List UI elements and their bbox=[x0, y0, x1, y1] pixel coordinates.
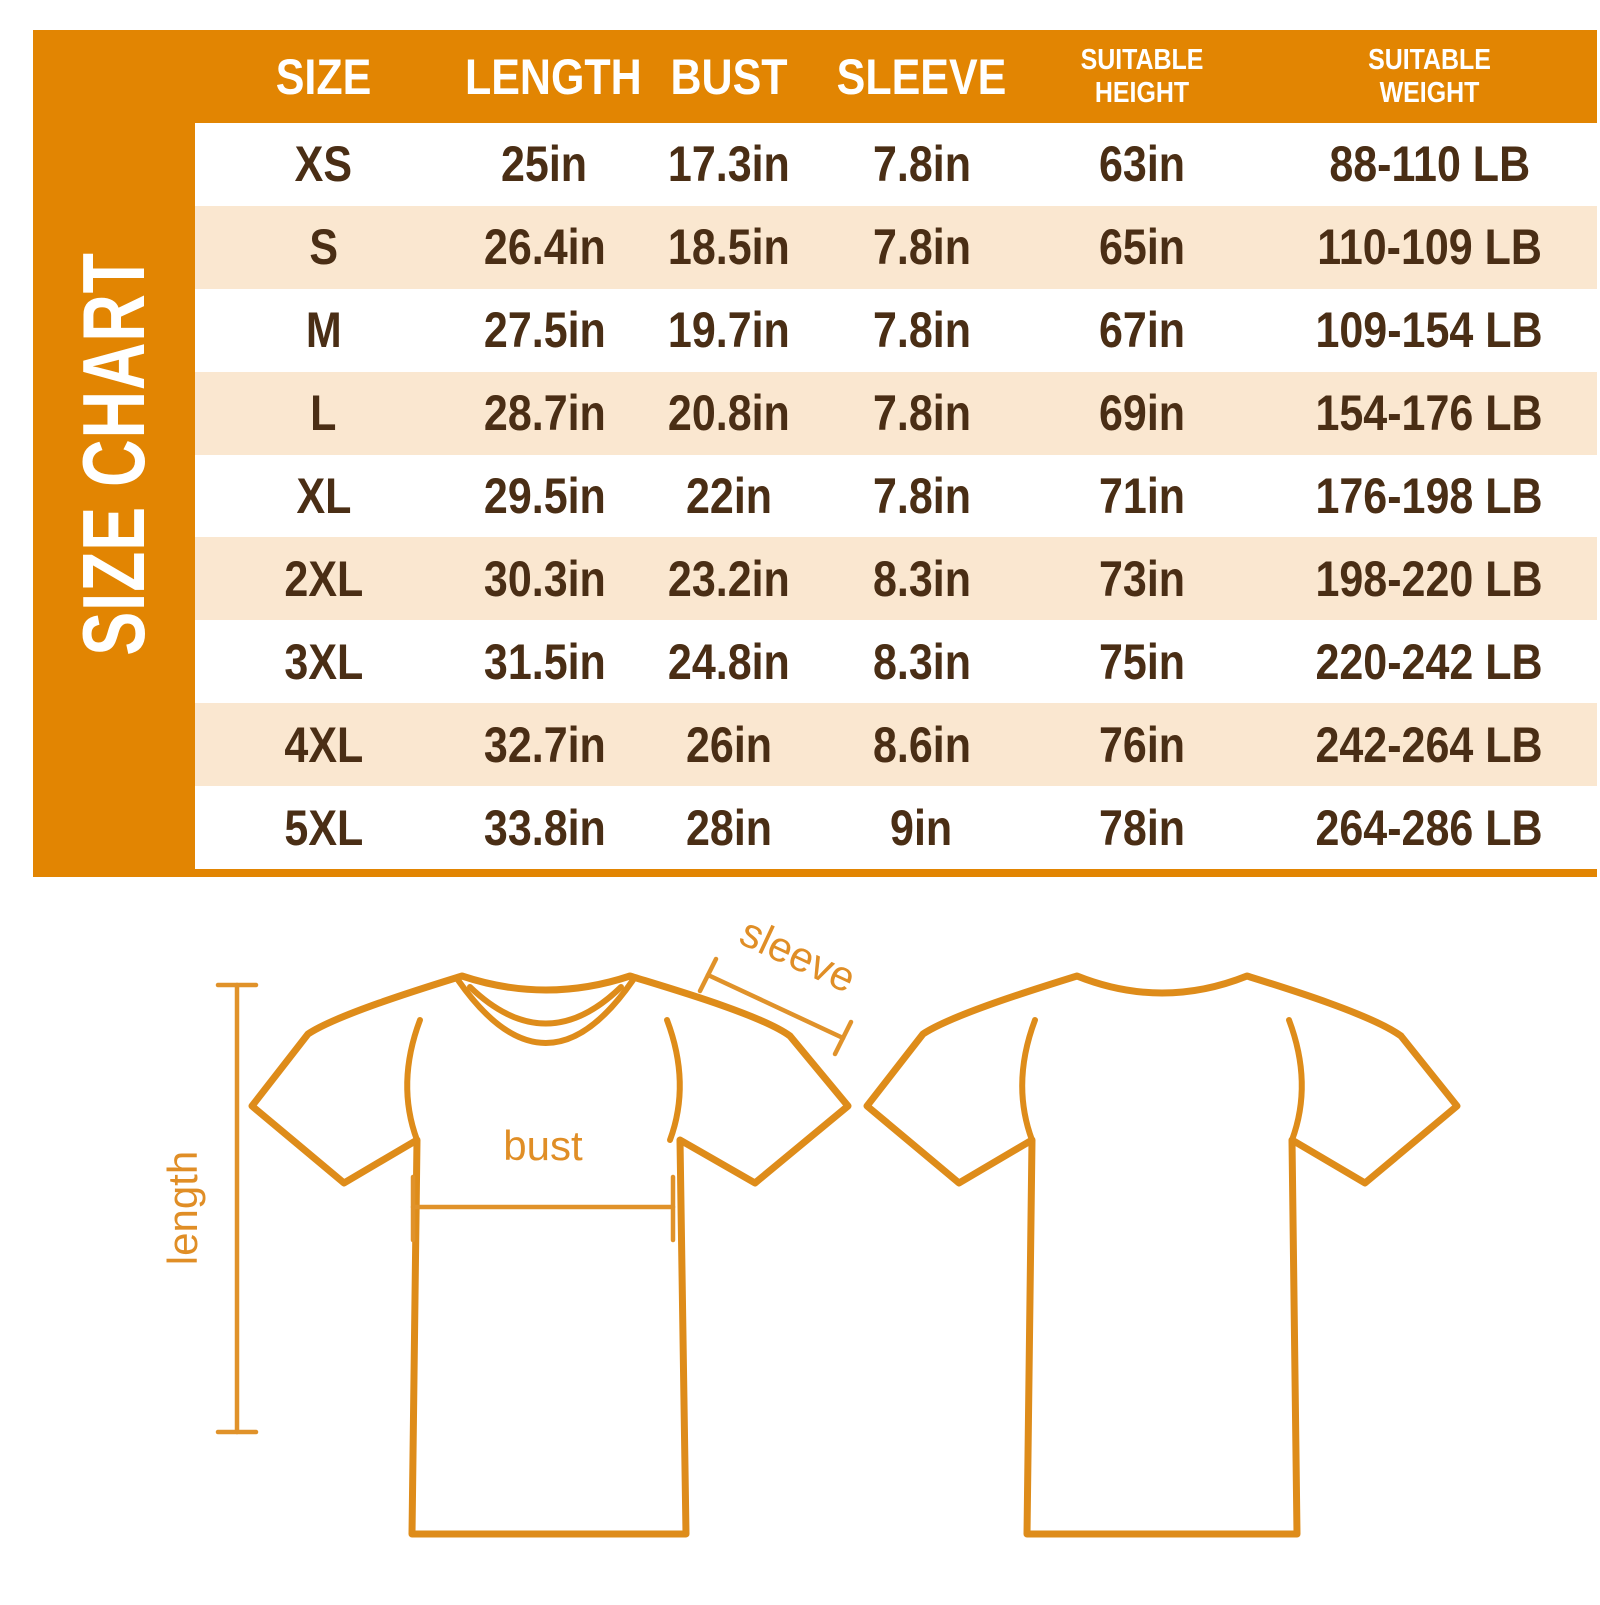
header-sleeve-label: SLEEVE bbox=[836, 48, 1007, 105]
table-row bbox=[195, 372, 1597, 455]
cell-suitable-height: 65in bbox=[1098, 219, 1186, 276]
cell-sleeve: 9in bbox=[890, 799, 953, 856]
cell-sleeve: 8.6in bbox=[872, 716, 971, 773]
header-suitable-height: SUITABLE HEIGHT bbox=[1022, 30, 1262, 123]
cell-size: 5XL bbox=[284, 799, 363, 856]
cell-suitable-weight: 109-154 LB bbox=[1315, 302, 1544, 359]
header-size-label: SIZE bbox=[275, 48, 372, 105]
length-dimension-line bbox=[218, 985, 256, 1432]
cell-length: 28.7in bbox=[483, 385, 606, 442]
cell-sleeve: 8.3in bbox=[872, 550, 971, 607]
cell-bust: 19.7in bbox=[668, 302, 790, 359]
cell-length: 27.5in bbox=[483, 302, 606, 359]
back-shirt-outline bbox=[867, 976, 1457, 1534]
size-chart-panel bbox=[33, 30, 1597, 877]
cell-length: 25in bbox=[501, 136, 588, 193]
sidebar bbox=[33, 30, 195, 877]
cell-length: 32.7in bbox=[483, 716, 606, 773]
cell-length: 30.3in bbox=[483, 550, 606, 607]
cell-bust: 24.8in bbox=[668, 633, 790, 690]
cell-size: XS bbox=[294, 136, 353, 193]
chart-title: SIZE CHART bbox=[64, 251, 163, 656]
cell-bust: 17.3in bbox=[668, 136, 790, 193]
cell-sleeve: 7.8in bbox=[872, 385, 971, 442]
measurement-diagram bbox=[0, 900, 1600, 1600]
cell-sleeve: 7.8in bbox=[872, 302, 971, 359]
cell-suitable-height: 67in bbox=[1098, 302, 1186, 359]
cell-suitable-height: 69in bbox=[1098, 385, 1186, 442]
table-row bbox=[195, 123, 1597, 206]
header-bust bbox=[637, 30, 821, 123]
cell-suitable-weight: 220-242 LB bbox=[1315, 633, 1544, 690]
header-suitable-weight-label: SUITABLE bbox=[1368, 44, 1491, 77]
table-row bbox=[195, 537, 1597, 620]
cell-suitable-weight: 110-109 LB bbox=[1317, 219, 1542, 276]
cell-sleeve: 8.3in bbox=[872, 633, 971, 690]
cell-suitable-weight: 154-176 LB bbox=[1315, 385, 1544, 442]
table-row bbox=[195, 786, 1597, 869]
cell-sleeve: 7.8in bbox=[872, 219, 971, 276]
cell-suitable-weight: 264-286 LB bbox=[1315, 799, 1544, 856]
header-size bbox=[195, 30, 452, 123]
header-length bbox=[452, 30, 642, 123]
cell-length: 31.5in bbox=[483, 633, 606, 690]
cell-suitable-weight: 176-198 LB bbox=[1315, 467, 1544, 524]
cell-suitable-height: 78in bbox=[1098, 799, 1186, 856]
table-row bbox=[195, 620, 1597, 703]
cell-bust: 26in bbox=[685, 716, 773, 773]
table-row bbox=[195, 703, 1597, 786]
sleeve-label: sleeve bbox=[733, 907, 864, 1002]
cell-size: L bbox=[310, 385, 337, 442]
header-row bbox=[195, 30, 1597, 123]
header-suitable-height-label: SUITABLE bbox=[1080, 44, 1204, 77]
header-length-label: LENGTH bbox=[464, 48, 642, 105]
header-suitable-weight: SUITABLE WEIGHT bbox=[1262, 30, 1597, 123]
cell-sleeve: 7.8in bbox=[872, 136, 971, 193]
cell-length: 33.8in bbox=[483, 799, 606, 856]
cell-bust: 22in bbox=[685, 467, 773, 524]
table-row bbox=[195, 206, 1597, 289]
front-shirt-outline bbox=[252, 976, 848, 1534]
cell-sleeve: 7.8in bbox=[872, 467, 971, 524]
cell-size: M bbox=[305, 302, 342, 359]
cell-suitable-height: 76in bbox=[1098, 716, 1186, 773]
cell-bust: 18.5in bbox=[668, 219, 790, 276]
cell-suitable-height: 71in bbox=[1098, 467, 1186, 524]
size-table bbox=[195, 30, 1597, 869]
cell-suitable-height: 63in bbox=[1098, 136, 1186, 193]
cell-bust: 20.8in bbox=[668, 385, 790, 442]
cell-size: S bbox=[309, 219, 338, 276]
header-sleeve bbox=[821, 30, 1022, 123]
cell-suitable-height: 73in bbox=[1098, 550, 1186, 607]
length-label: length bbox=[159, 1150, 206, 1266]
table-row bbox=[195, 289, 1597, 372]
cell-length: 29.5in bbox=[483, 467, 606, 524]
cell-suitable-weight: 88-110 LB bbox=[1329, 136, 1530, 193]
cell-suitable-height: 75in bbox=[1098, 633, 1186, 690]
cell-bust: 28in bbox=[685, 799, 773, 856]
cell-size: 3XL bbox=[284, 633, 363, 690]
cell-suitable-weight: 242-264 LB bbox=[1315, 716, 1544, 773]
cell-size: 4XL bbox=[284, 716, 363, 773]
table-row bbox=[195, 455, 1597, 538]
cell-bust: 23.2in bbox=[668, 550, 790, 607]
bust-label: bust bbox=[503, 1122, 583, 1169]
cell-length: 26.4in bbox=[483, 219, 606, 276]
cell-size: 2XL bbox=[284, 550, 363, 607]
cell-size: XL bbox=[296, 467, 351, 524]
cell-suitable-weight: 198-220 LB bbox=[1315, 550, 1544, 607]
header-bust-label: BUST bbox=[670, 48, 788, 105]
